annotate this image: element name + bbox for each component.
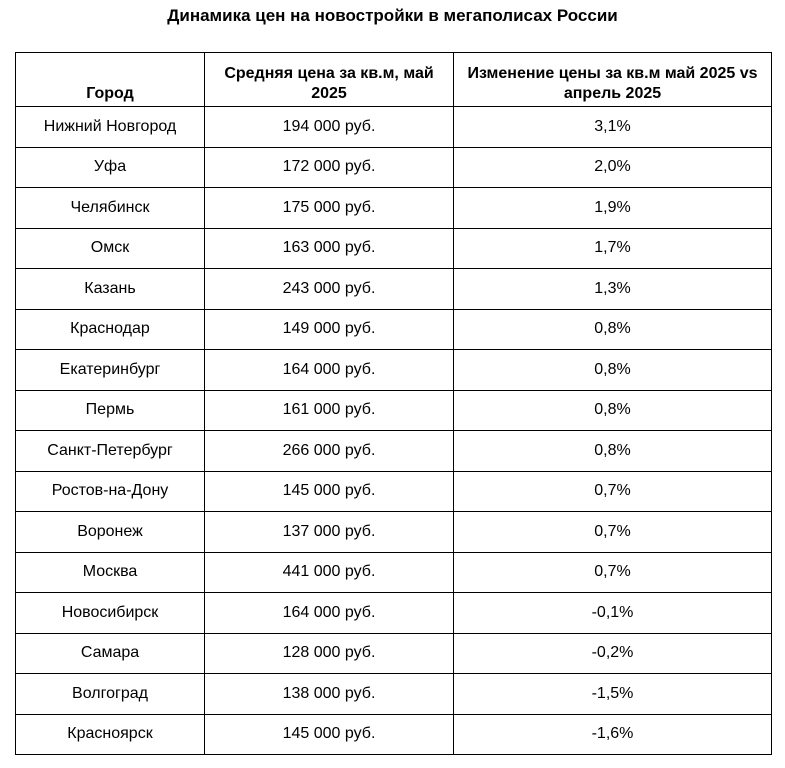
change-cell: 0,7%	[454, 512, 772, 553]
price-cell: 149 000 руб.	[205, 309, 454, 350]
price-cell: 128 000 руб.	[205, 633, 454, 674]
city-cell: Москва	[16, 552, 205, 593]
price-cell: 163 000 руб.	[205, 228, 454, 269]
table-row	[16, 593, 772, 634]
table-row	[16, 471, 772, 512]
price-cell: 164 000 руб.	[205, 593, 454, 634]
price-cell: 145 000 руб.	[205, 714, 454, 755]
change-cell: -1,5%	[454, 674, 772, 715]
price-cell: 138 000 руб.	[205, 674, 454, 715]
table-row	[16, 228, 772, 269]
city-cell: Санкт-Петербург	[16, 431, 205, 472]
change-cell: 0,8%	[454, 309, 772, 350]
change-cell: 0,7%	[454, 552, 772, 593]
change-cell: -0,2%	[454, 633, 772, 674]
city-cell: Уфа	[16, 147, 205, 188]
change-cell: 0,8%	[454, 431, 772, 472]
header-price: Средняя цена за кв.м, май 2025	[205, 53, 454, 107]
change-cell: -1,6%	[454, 714, 772, 755]
change-cell: 0,7%	[454, 471, 772, 512]
price-cell: 172 000 руб.	[205, 147, 454, 188]
page-title: Динамика цен на новостройки в мегаполисах России	[167, 6, 618, 25]
city-cell: Нижний Новгород	[16, 107, 205, 148]
table-row	[16, 269, 772, 310]
city-cell: Омск	[16, 228, 205, 269]
header-change: Изменение цены за кв.м май 2025 vs апрель 2025	[454, 53, 772, 107]
change-cell: 0,8%	[454, 350, 772, 391]
change-cell: 1,7%	[454, 228, 772, 269]
table-row	[16, 633, 772, 674]
change-cell: 2,0%	[454, 147, 772, 188]
price-cell: 164 000 руб.	[205, 350, 454, 391]
price-cell: 145 000 руб.	[205, 471, 454, 512]
city-cell: Волгоград	[16, 674, 205, 715]
table-row	[16, 309, 772, 350]
price-cell: 194 000 руб.	[205, 107, 454, 148]
price-cell: 243 000 руб.	[205, 269, 454, 310]
price-table	[15, 52, 772, 755]
change-cell: 3,1%	[454, 107, 772, 148]
table-row	[16, 390, 772, 431]
table-row	[16, 674, 772, 715]
change-cell: 1,9%	[454, 188, 772, 229]
city-cell: Воронеж	[16, 512, 205, 553]
change-cell: 0,8%	[454, 390, 772, 431]
header-row	[16, 53, 772, 107]
price-cell: 137 000 руб.	[205, 512, 454, 553]
table-row	[16, 512, 772, 553]
table-row	[16, 552, 772, 593]
table-row	[16, 188, 772, 229]
city-cell: Новосибирск	[16, 593, 205, 634]
table-row	[16, 147, 772, 188]
table-row	[16, 350, 772, 391]
city-cell: Пермь	[16, 390, 205, 431]
city-cell: Красноярск	[16, 714, 205, 755]
price-cell: 175 000 руб.	[205, 188, 454, 229]
city-cell: Казань	[16, 269, 205, 310]
city-cell: Самара	[16, 633, 205, 674]
change-cell: 1,3%	[454, 269, 772, 310]
price-cell: 266 000 руб.	[205, 431, 454, 472]
header-city: Город	[16, 53, 205, 107]
price-cell: 161 000 руб.	[205, 390, 454, 431]
city-cell: Ростов-на-Дону	[16, 471, 205, 512]
price-cell: 441 000 руб.	[205, 552, 454, 593]
city-cell: Екатеринбург	[16, 350, 205, 391]
table-row	[16, 107, 772, 148]
city-cell: Челябинск	[16, 188, 205, 229]
table-row	[16, 714, 772, 755]
city-cell: Краснодар	[16, 309, 205, 350]
table-body	[16, 107, 772, 755]
table-row	[16, 431, 772, 472]
change-cell: -0,1%	[454, 593, 772, 634]
table-header	[16, 53, 772, 107]
